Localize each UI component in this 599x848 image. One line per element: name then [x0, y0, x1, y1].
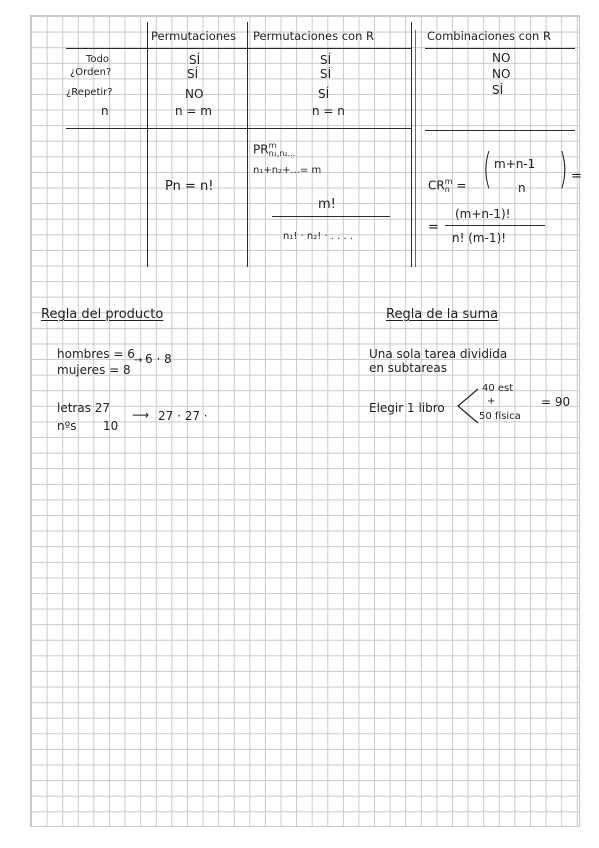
suma-result: = 90	[541, 395, 571, 409]
comb-r-orden: NO	[492, 67, 511, 81]
comb-r-fraction-bar	[445, 225, 545, 226]
perm-r-orden: SÍ	[320, 67, 332, 81]
binom-top: m+n-1	[494, 157, 536, 171]
header-combinaciones-con-r: Combinaciones con R	[427, 29, 551, 43]
producto-nos-val: 10	[103, 419, 119, 433]
row-label-repetir: ¿Repetir?	[66, 87, 113, 98]
binom-left-paren: (	[482, 144, 492, 193]
row-separator-left	[66, 128, 411, 129]
perm-r-n: n = n	[312, 104, 345, 118]
perm-r-repetir: SÍ	[318, 87, 330, 101]
producto-line2: mujeres = 8	[57, 363, 131, 377]
perm-r-numerator: m!	[318, 197, 336, 212]
comb-r-numerator: (m+n-1)!	[455, 207, 511, 221]
row-label-orden: ¿Orden?	[70, 67, 112, 78]
producto-line1: hombres = 6	[57, 347, 135, 361]
producto-result2: 27 · 27 ·	[158, 409, 208, 423]
perm-r-sup-sub	[269, 142, 296, 158]
comb-r-lhs-text: CR	[428, 178, 445, 193]
header-permutaciones: Permutaciones	[151, 29, 237, 43]
producto-arrow: →	[134, 355, 143, 366]
comb-r-repetir: SÍ	[492, 83, 504, 97]
suma-desc2: en subtareas	[369, 361, 447, 375]
table-divider-2	[247, 22, 248, 267]
producto-result1: 6 · 8	[145, 352, 172, 366]
comb-r-eq: =	[456, 178, 467, 193]
perm-n: n = m	[175, 104, 212, 118]
perm-formula: Pn = n!	[165, 179, 214, 194]
comb-r-lhs-sup-sub	[445, 178, 453, 194]
table-divider-3b	[415, 30, 416, 267]
producto-arrow2: ⟶	[132, 408, 150, 422]
perm-r-denominator: n₁! · n₂! · . . . .	[283, 231, 354, 242]
row-label-todo: Todo	[86, 54, 109, 65]
producto-nos-label: nºs	[57, 419, 77, 433]
row-separator-right	[425, 130, 575, 131]
producto-title: Regla del producto	[41, 307, 164, 322]
comb-r-lhs-sub: n	[444, 185, 450, 194]
header-permutaciones-con-r: Permutaciones con R	[253, 29, 375, 43]
perm-repetir: NO	[185, 87, 204, 101]
comb-r-lhs-sup: m	[444, 177, 453, 186]
suma-opt1: 40 est	[482, 383, 514, 394]
perm-orden: SÍ	[187, 67, 199, 81]
perm-r-condition: n₁+n₂+...= m	[253, 165, 322, 176]
suma-plus: +	[487, 396, 496, 407]
comb-r-lhs	[428, 178, 466, 194]
suma-label: Elegir 1 libro	[369, 401, 445, 415]
header-underline-right	[425, 48, 575, 49]
perm-r-fraction-bar	[272, 216, 390, 217]
comb-r-eq2: =	[571, 169, 582, 184]
table-divider-1	[147, 22, 148, 267]
producto-letras: letras 27	[57, 401, 111, 415]
perm-r-sub: n₁,n₂...	[268, 149, 296, 158]
comb-r-eq3: =	[428, 220, 439, 235]
binom-right-paren: )	[558, 144, 568, 193]
comb-r-todo: NO	[492, 51, 511, 65]
suma-desc1: Una sola tarea dividida	[369, 347, 508, 361]
suma-title: Regla de la suma	[386, 307, 499, 322]
perm-r-todo: SÍ	[320, 53, 332, 67]
binom-bottom: n	[518, 181, 526, 195]
row-label-n: n	[101, 104, 109, 118]
perm-r-symbol	[253, 142, 295, 158]
suma-brace-icon	[454, 386, 480, 426]
header-underline-left	[66, 48, 411, 49]
perm-r-symbol-text: PR	[253, 142, 269, 157]
perm-todo: SÍ	[189, 53, 201, 67]
table-divider-3	[411, 22, 412, 267]
suma-opt2: 50 física	[479, 411, 521, 422]
perm-r-sup: m	[268, 141, 277, 150]
comb-r-denominator: n! (m-1)!	[452, 231, 507, 245]
